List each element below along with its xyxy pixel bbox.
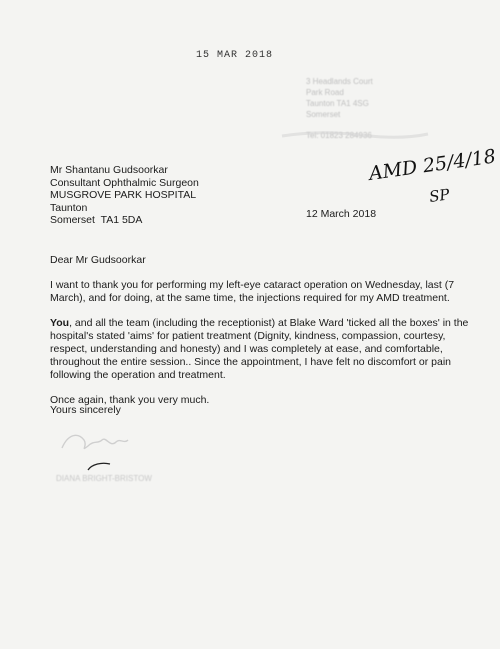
signature <box>58 426 178 476</box>
recipient-hospital: MUSGROVE PARK HOSPITAL <box>50 189 197 201</box>
recipient-county-postcode: Somerset TA1 5DA <box>50 214 143 226</box>
body-paragraph-1: I want to thank you for performing my left-eye cataract operation on Wednesday, last (7 March), and for doing, at the same time, the injections required for my AMD treatment. <box>50 279 455 304</box>
sender-address-line: Taunton TA1 4SG <box>306 99 369 108</box>
salutation: Dear Mr Gudsoorkar <box>50 254 146 266</box>
letter-body <box>50 254 470 419</box>
letter-date: 12 March 2018 <box>306 208 377 220</box>
sender-address-line: Park Road <box>306 88 344 97</box>
body-paragraph-2 <box>50 317 470 382</box>
emphasis-you: You <box>50 317 70 329</box>
body-paragraph-3: Once again, thank you very much. <box>50 394 210 406</box>
sender-telephone: Tel: 01823 284936 <box>306 131 372 140</box>
recipient-address <box>50 164 199 227</box>
recipient-title: Consultant Ophthalmic Surgeon <box>50 176 199 189</box>
handwritten-initials: SP <box>428 185 451 206</box>
signatory-name: DIANA BRIGHT-BRISTOW <box>56 474 152 483</box>
faint-smudge <box>280 126 430 146</box>
recipient-town: Taunton <box>50 201 88 214</box>
sender-address-line: Somerset <box>306 110 341 119</box>
handwritten-annotation-line1: AMD 25/4/18 <box>367 145 498 185</box>
closing: Yours sincerely <box>50 404 121 416</box>
sender-address-line: 3 Headlands Court <box>306 77 373 86</box>
body-paragraph-2-text: , and all the team (including the receptionist) at Blake Ward 'ticked all the boxes' in the hospital's stated 'aims' for patient treatment (Dignity, kindness, compassion, courtesy, respect, understanding and honesty) and I was completely at ease, and comfortable, throughout the entire session.. Since the appointment, I have felt no discomfort or pain following the operation and treatment. <box>50 317 469 381</box>
handwritten-annotation <box>367 145 498 210</box>
recipient-name: Mr Shantanu Gudsoorkar <box>50 164 168 176</box>
received-date-stamp: 15 MAR 2018 <box>196 50 274 61</box>
